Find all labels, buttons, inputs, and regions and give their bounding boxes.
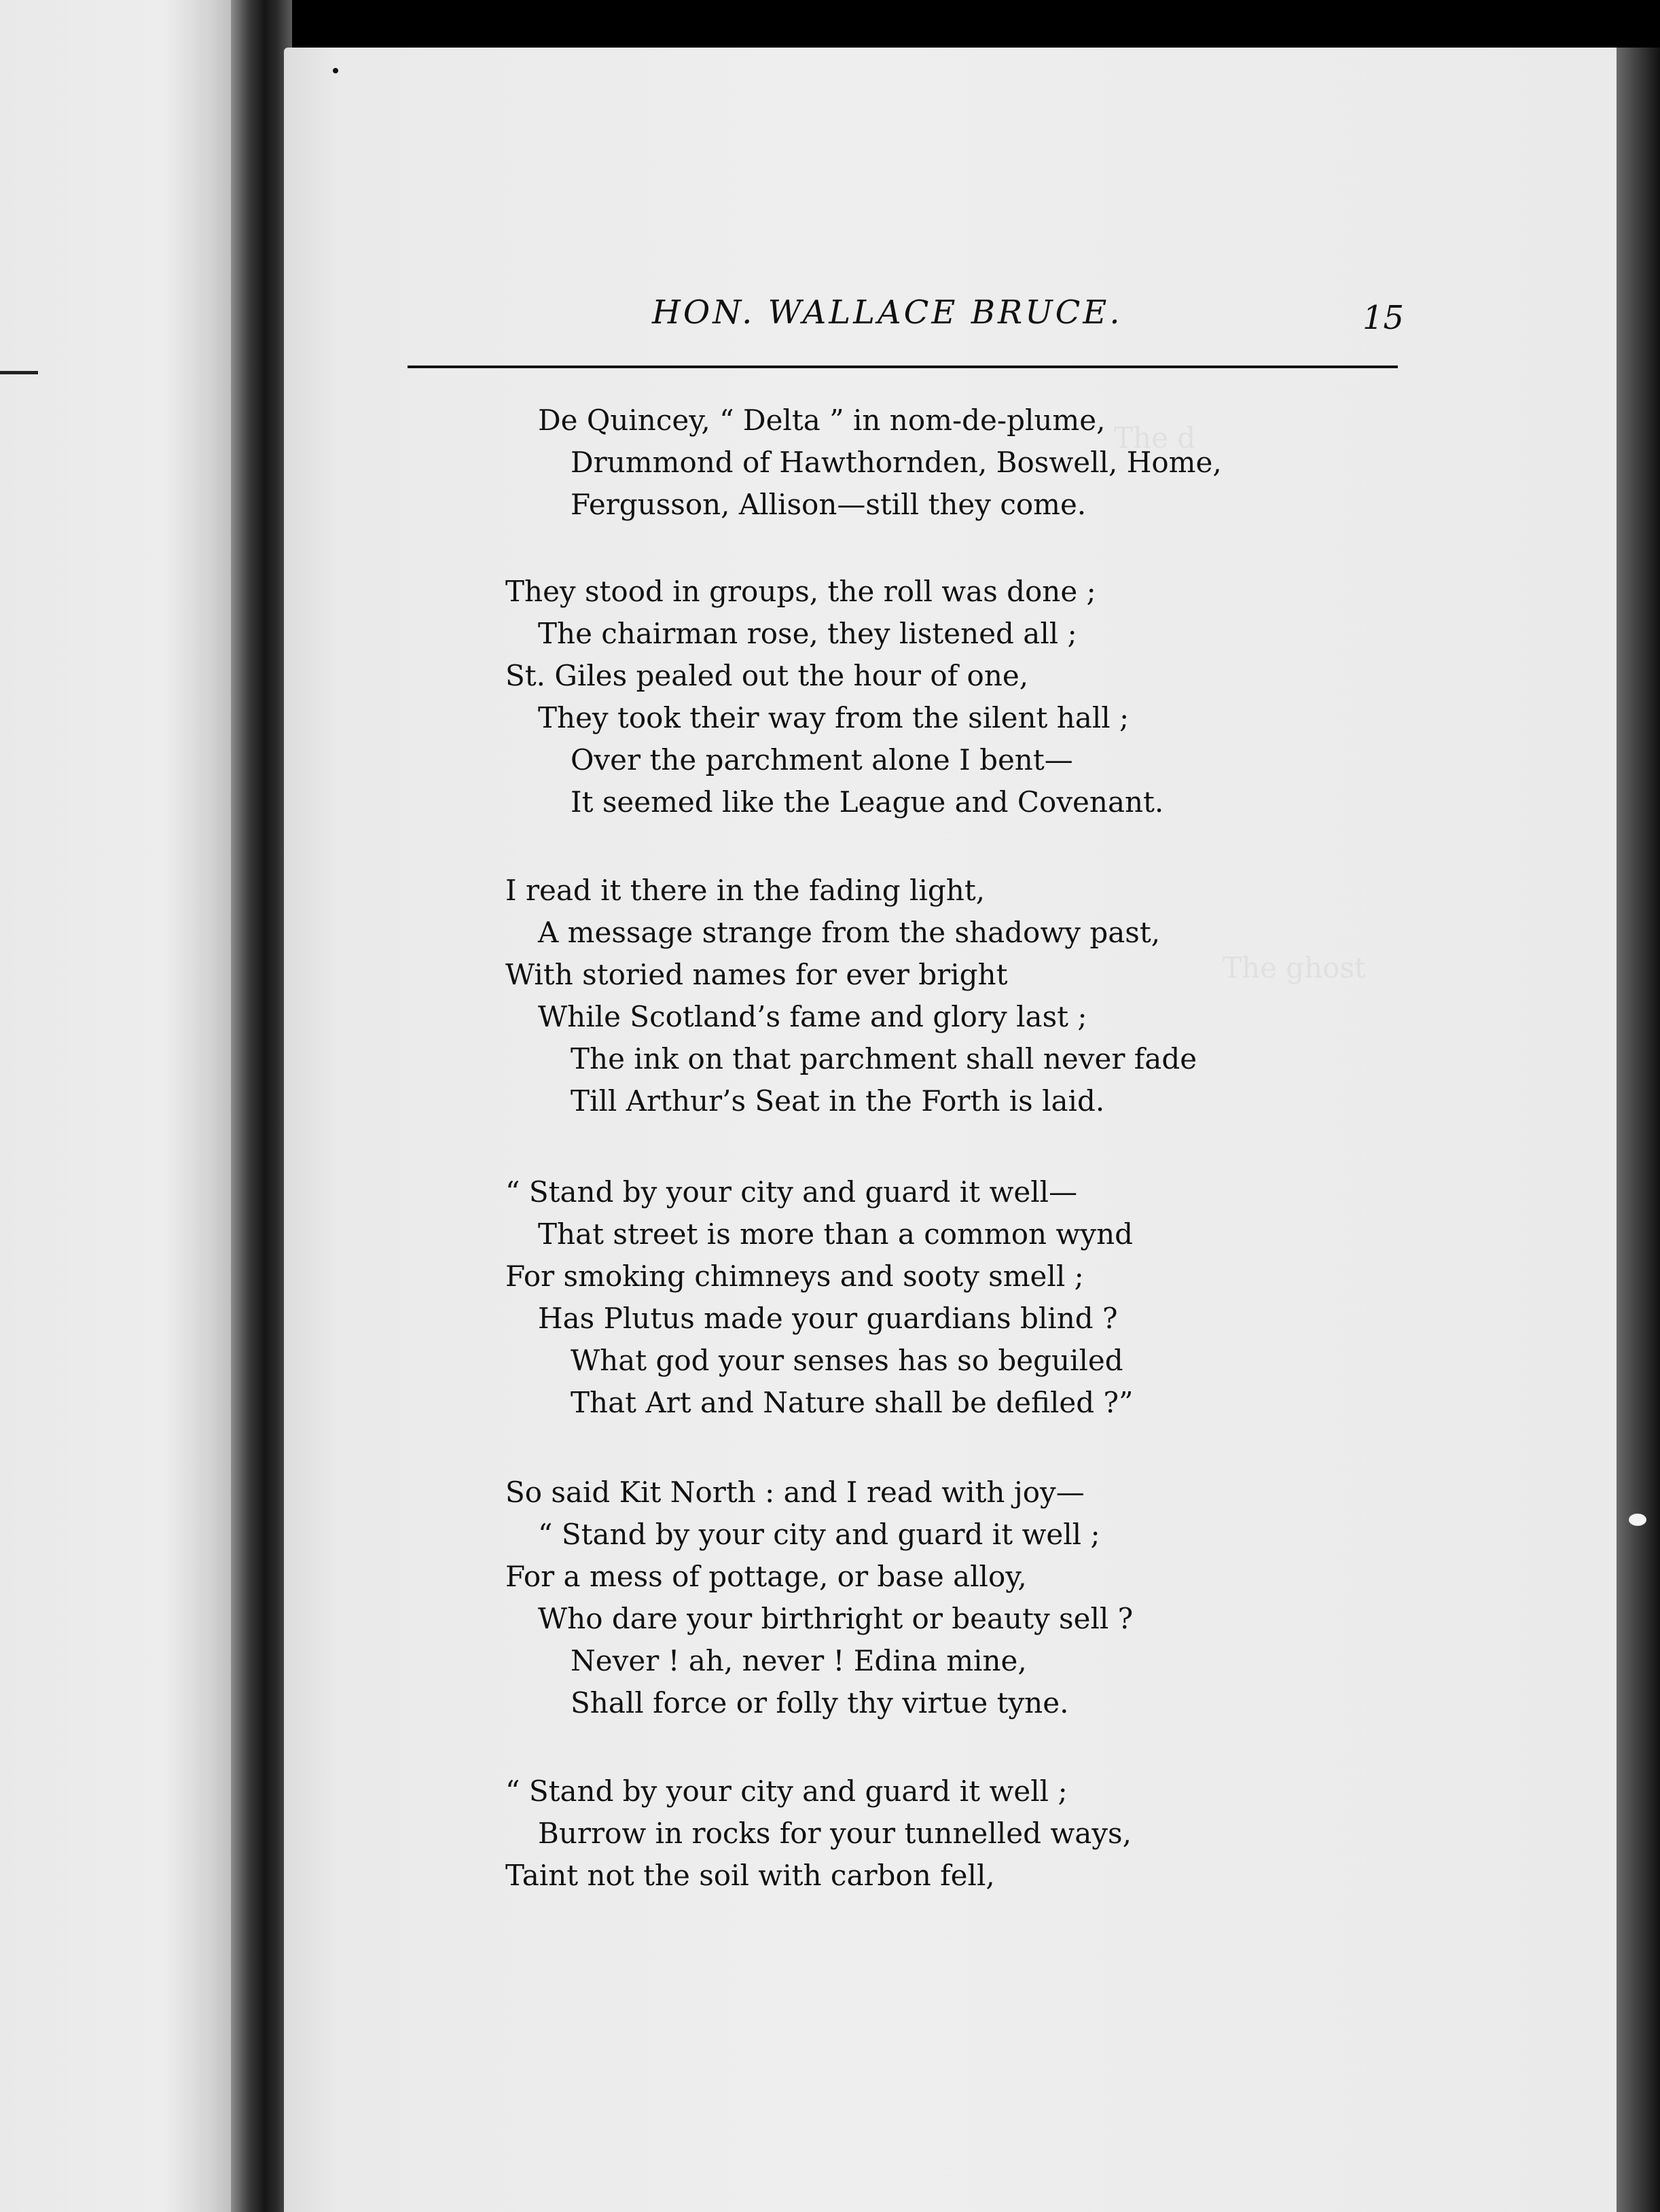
poem-line: Taint not the soil with carbon fell, <box>505 1859 995 1892</box>
dust-speck <box>333 68 338 73</box>
poem-line: It seemed like the League and Covenant. <box>571 785 1164 819</box>
poem-line: So said Kit North : and I read with joy— <box>505 1476 1085 1509</box>
poem-line: Till Arthur’s Seat in the Forth is laid. <box>571 1084 1105 1118</box>
poem-line: St. Giles pealed out the hour of one, <box>505 659 1029 692</box>
poem-line: Shall force or folly thy virtue tyne. <box>571 1686 1069 1719</box>
poem-line: With storied names for ever bright <box>505 958 1008 991</box>
poem-line: Who dare your birthright or beauty sell ? <box>538 1602 1134 1635</box>
show-through-text: The d <box>1114 421 1196 454</box>
book-gutter <box>231 0 292 2212</box>
poem-line: What god your senses has so beguiled <box>571 1344 1123 1377</box>
poem-line: “ Stand by your city and guard it well ; <box>505 1774 1068 1808</box>
poem-line: For smoking chimneys and sooty smell ; <box>505 1260 1084 1293</box>
poem-line: The ink on that parchment shall never fade <box>571 1042 1197 1075</box>
poem-line: Drummond of Hawthornden, Boswell, Home, <box>571 446 1222 479</box>
poem-line: That street is more than a common wynd <box>538 1217 1134 1251</box>
poem-line: Burrow in rocks for your tunnelled ways, <box>538 1817 1132 1850</box>
poem-line: Fergusson, Allison—still they come. <box>571 488 1087 521</box>
poem-line: “ Stand by your city and guard it well— <box>505 1175 1078 1209</box>
left-page-rule-fragment <box>0 371 38 374</box>
poem-line: I read it there in the fading light, <box>505 874 986 907</box>
poem-line: They took their way from the silent hall ; <box>538 701 1130 734</box>
poem-line: Never ! ah, never ! Edina mine, <box>571 1644 1027 1677</box>
poem-line: That Art and Nature shall be defiled ?” <box>571 1386 1134 1419</box>
poem-line: The chairman rose, they listened all ; <box>538 617 1077 650</box>
poem-line: While Scotland’s fame and glory last ; <box>538 1000 1087 1033</box>
poem-line: “ Stand by your city and guard it well ; <box>538 1518 1100 1551</box>
poem-line: Has Plutus made your guardians blind ? <box>538 1302 1118 1335</box>
right-page-edge-shadow <box>1617 48 1660 2212</box>
poem-line: A message strange from the shadowy past, <box>538 916 1161 949</box>
poem-line: For a mess of pottage, or base alloy, <box>505 1560 1027 1593</box>
show-through-text: The ghost <box>1223 951 1366 984</box>
poem-line: Over the parchment alone I bent— <box>571 743 1073 777</box>
left-page-edge <box>0 0 234 2212</box>
dust-speck <box>1629 1514 1646 1526</box>
page-number: 15 <box>1363 299 1405 337</box>
poem-line: They stood in groups, the roll was done ; <box>505 575 1096 608</box>
poem-line: De Quincey, “ Delta ” in nom-de-plume, <box>538 404 1106 437</box>
header-rule <box>408 365 1398 368</box>
running-head: HON. WALLACE BRUCE. <box>652 293 1123 332</box>
